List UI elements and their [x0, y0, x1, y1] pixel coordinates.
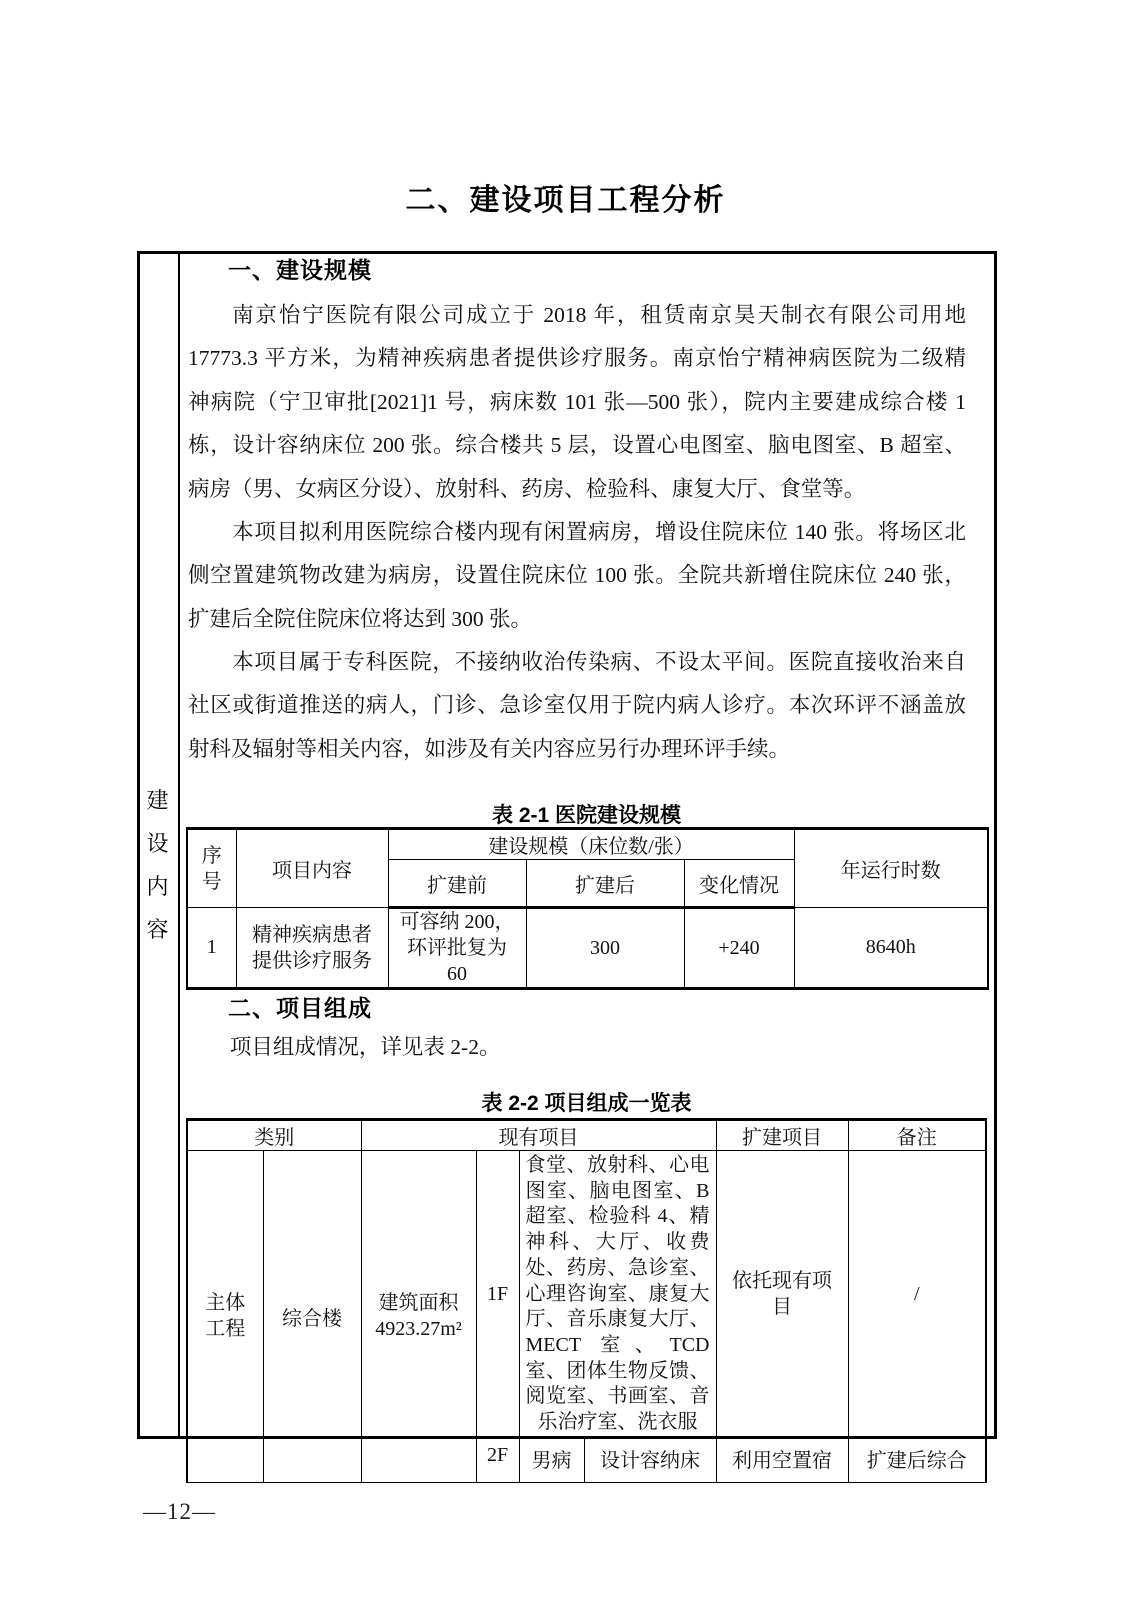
t1-cell-hours: 8640h — [794, 908, 988, 989]
t2-cell-area — [361, 1151, 476, 1483]
sidebar-char: 内 — [146, 874, 169, 899]
sidebar-divider — [178, 253, 180, 1437]
t1-header-change: 变化情况 — [684, 860, 794, 908]
t2-cell-building: 综合楼 — [263, 1151, 361, 1483]
t1-header-guimo: 建设规模（床位数/张） — [388, 829, 794, 860]
t2-cell-ward: 男病 — [519, 1438, 584, 1482]
table-row — [187, 908, 988, 989]
paragraph-line: 17773.3 平方米，为精神疾病患者提供诊疗服务。南京怡宁精神病医院为二级精 — [188, 346, 966, 371]
paragraph-2 — [188, 511, 966, 641]
t2-cell-floor-1f: 1F — [476, 1151, 519, 1439]
t1-cell-before-line: 可容纳 200， — [399, 911, 515, 933]
t2-cell-floor-2f: 2F — [476, 1438, 519, 1482]
t2-header-kuojian: 扩建项目 — [716, 1120, 848, 1151]
sidebar-char: 容 — [146, 917, 169, 942]
t2-cell-rooms: 食堂、放射科、心电图室、脑电图室、B 超室、检验科 4、精神科、大厅、收费处、药房、急诊室、心理咨询室、康复大厅、音乐康复大厅、MECT 室、TCD 室、团体生物反馈、阅览室、书画室、音乐治疗室、洗衣服 — [519, 1151, 716, 1439]
section-heading-1: 一、建设规模 — [228, 257, 372, 283]
t2-cell-category — [187, 1151, 263, 1483]
t1-cell-change: +240 — [684, 908, 794, 989]
t2-cell-expand-line: 目 — [772, 1296, 792, 1319]
paragraph-line: 本项目属于专科医院，不接纳收治传染病、不设太平间。医院直接收治来自 — [232, 650, 966, 674]
table-2-2-clip — [186, 1118, 988, 1472]
t1-header-xuhao-line: 序 — [201, 844, 222, 867]
paragraph-line: 南京怡宁医院有限公司成立于 2018 年，租赁南京昊天制衣有限公司用地 — [232, 303, 966, 327]
t2-cell-note-1f: / — [848, 1151, 986, 1439]
t1-cell-after: 300 — [526, 908, 684, 989]
table-2-1 — [186, 827, 989, 990]
sidebar-label — [137, 784, 178, 944]
t1-header-hours: 年运行时数 — [794, 829, 988, 908]
table-row — [187, 1151, 986, 1439]
t2-cell-category-line: 工程 — [205, 1318, 246, 1341]
paragraph-3 — [188, 641, 966, 771]
t1-header-xiangmu: 项目内容 — [236, 829, 388, 908]
page-number: —12— — [143, 1499, 216, 1524]
t2-cell-area-line: 建筑面积 — [378, 1292, 459, 1315]
paragraph-line: 侧空置建筑物改建为病房，设置住院床位 100 张。全院共新增住院床位 240 张， — [188, 563, 966, 588]
table-2-2 — [186, 1118, 987, 1483]
page-title: 二、建设项目工程分析 — [405, 184, 726, 217]
t2-cell-expand-2f: 利用空置宿 — [716, 1438, 848, 1482]
t1-cell-content — [236, 908, 388, 989]
table-2-2-title: 表 2-2 项目组成一览表 — [481, 1092, 692, 1115]
t1-header-xuhao — [187, 829, 236, 908]
paragraph-line: 扩建后全院住院床位将达到 300 张。 — [188, 606, 533, 631]
section-heading-2: 二、项目组成 — [228, 995, 372, 1021]
paragraph-line: 病房（男、女病区分设）、放射科、药房、检验科、康复大厅、食堂等。 — [188, 476, 866, 501]
t1-cell-content-line: 精神疾病患者 — [252, 923, 372, 946]
table-2-1-title: 表 2-1 医院建设规模 — [491, 804, 682, 827]
t1-cell-no: 1 — [187, 908, 236, 989]
t2-header-xianyou: 现有项目 — [361, 1120, 716, 1151]
t2-cell-expand-1f — [716, 1151, 848, 1439]
paragraph-line: 神病院（宁卫审批[2021]1 号，病床数 101 张—500 张），院内主要建成综合楼 1 — [188, 389, 966, 414]
t2-cell-category-line: 主体 — [205, 1292, 246, 1315]
t2-cell-area-line: 4923.27m² — [375, 1318, 462, 1341]
sidebar-char: 建 — [146, 788, 169, 813]
paragraph-line: 社区或街道推送的病人，门诊、急诊室仅用于院内病人诊疗。本次环评不涵盖放 — [188, 693, 966, 718]
paragraph-line: 栋，设计容纳床位 200 张。综合楼共 5 层，设置心电图室、脑电图室、B 超室、 — [188, 433, 966, 458]
paragraph-line: 项目组成情况，详见表 2-2。 — [229, 1035, 501, 1059]
t1-cell-content-line: 提供诊疗服务 — [252, 949, 372, 972]
t2-cell-expand-line: 依托现有项 — [732, 1270, 832, 1293]
sidebar-char: 设 — [146, 831, 169, 856]
t2-header-leibie: 类别 — [187, 1120, 361, 1151]
t2-header-beizhu: 备注 — [848, 1120, 986, 1151]
t1-cell-before-line: 环评批复为 — [407, 937, 507, 959]
t2-cell-note-2f: 扩建后综合 — [848, 1438, 986, 1482]
t2-cell-design: 设计容纳床 — [584, 1438, 716, 1482]
paragraph-1 — [188, 294, 966, 511]
t1-header-after: 扩建后 — [526, 860, 684, 908]
paragraph-intro — [188, 1026, 966, 1069]
t1-header-before: 扩建前 — [388, 860, 526, 908]
t1-cell-before-line: 60 — [447, 963, 467, 985]
paragraph-line: 本项目拟利用医院综合楼内现有闲置病房，增设住院床位 140 张。将场区北 — [232, 520, 966, 544]
paragraph-line: 射科及辐射等相关内容，如涉及有关内容应另行办理环评手续。 — [188, 736, 791, 761]
t1-cell-before — [388, 908, 526, 989]
t1-header-xuhao-line: 号 — [201, 870, 222, 893]
